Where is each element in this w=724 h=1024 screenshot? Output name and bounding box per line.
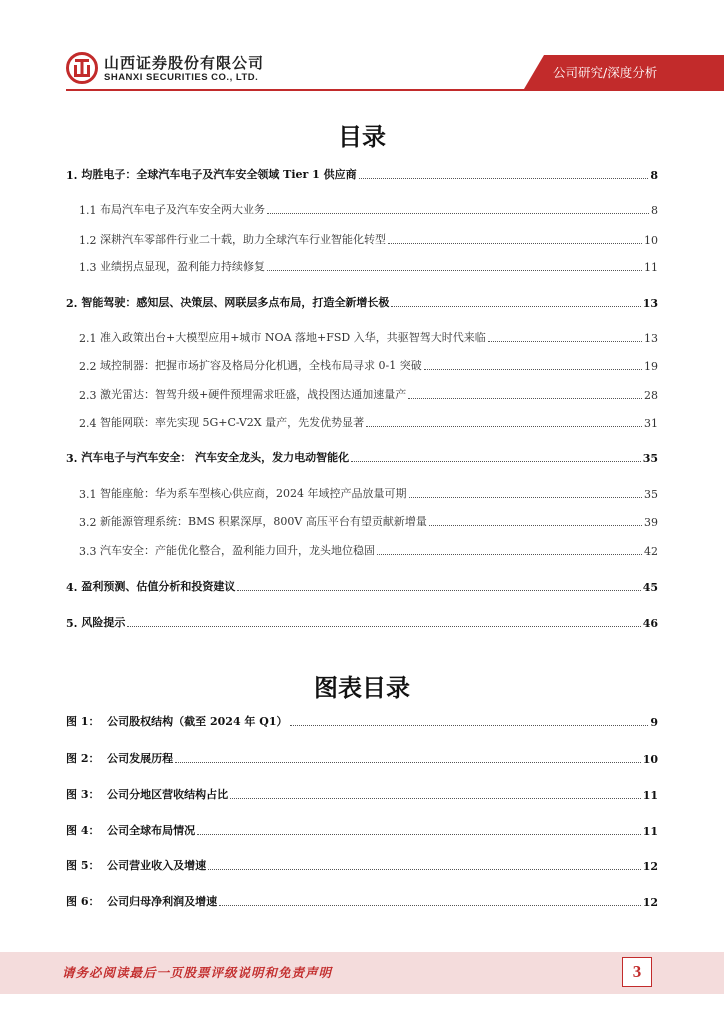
dot-leader [290, 725, 649, 726]
dot-leader [230, 798, 641, 799]
toc-entry-page: 10 [644, 234, 658, 247]
toc-entry-page: 11 [644, 261, 658, 274]
company-name-cn: 山西证券股份有限公司 [104, 54, 265, 72]
figure-entry[interactable] [66, 893, 658, 909]
toc-entry-page: 8 [650, 169, 658, 182]
toc-entry-number: 2.2 [79, 360, 97, 373]
toc-entry-number: 2. [66, 297, 78, 310]
toc-entry[interactable] [66, 542, 658, 558]
toc-entry-page: 46 [642, 617, 658, 630]
dot-leader [351, 461, 641, 462]
toc-entry-label: 智能座舱：华为系车型核心供应商，2024 年域控产品放量可期 [100, 487, 407, 500]
figure-entry-number: 图 6： [66, 895, 100, 908]
figure-entry-label: 公司归母净利润及增速 [107, 895, 218, 908]
toc-entry-number: 3.1 [79, 488, 97, 501]
figure-entry-page: 11 [642, 789, 658, 802]
toc-entry-page: 13 [642, 297, 658, 310]
figure-entry-page: 11 [642, 825, 658, 838]
toc-entry-number: 1.1 [79, 204, 97, 217]
toc-entry-page: 45 [642, 581, 658, 594]
dot-leader [359, 178, 649, 179]
figure-entry-label: 公司全球布局情况 [107, 824, 196, 837]
figure-entry-label: 公司分地区营收结构占比 [107, 788, 229, 801]
toc-entry-number: 1.3 [79, 261, 97, 274]
toc-entry[interactable] [66, 231, 658, 247]
company-name-en: SHANXI SECURITIES CO., LTD. [104, 72, 259, 83]
toc-entry[interactable] [66, 578, 658, 594]
toc-entry[interactable] [66, 386, 658, 402]
toc-entry-label: 域控制器：把握市场扩容及格局分化机遇，全栈布局寻求 0-1 突破 [100, 359, 422, 372]
toc-entry-number: 3.2 [79, 516, 97, 529]
figure-entry-number: 图 4： [66, 824, 100, 837]
toc-entry-label: 激光雷达：智驾升级+硬件预埋需求旺盛，战投图达通加速量产 [100, 388, 407, 401]
page-header [0, 0, 724, 100]
page-number: 3 [622, 957, 652, 987]
toc-entry-label: 深耕汽车零部件行业二十载，助力全球汽车行业智能化转型 [100, 233, 386, 246]
toc-entry-number: 1.2 [79, 234, 97, 247]
toc-entry-number: 2.1 [79, 332, 97, 345]
toc-entry-label: 布局汽车电子及汽车安全两大业务 [100, 203, 265, 216]
toc-entry-number: 2.4 [79, 417, 97, 430]
figure-entry[interactable] [66, 750, 658, 766]
toc-entry[interactable] [66, 258, 658, 274]
dot-leader [388, 243, 642, 244]
figure-entry[interactable] [66, 857, 658, 873]
toc-entry-label: 盈利预测、估值分析和投资建议 [81, 580, 236, 593]
figure-entry-label: 公司发展历程 [107, 752, 174, 765]
header-divider [66, 89, 724, 91]
figures-title: 图表目录 [314, 674, 410, 702]
toc-entry-page: 13 [644, 332, 658, 345]
toc-entry[interactable] [66, 329, 658, 345]
toc-entry-page: 8 [651, 204, 658, 217]
toc-entry-number: 4. [66, 581, 78, 594]
figure-entry-number: 图 5： [66, 859, 100, 872]
figure-entry-number: 图 3： [66, 788, 100, 801]
toc-entry-page: 35 [642, 452, 658, 465]
toc-entry-label: 新能源管理系统：BMS 积累深厚，800V 高压平台有望贡献新增量 [100, 515, 427, 528]
toc-entry-page: 35 [644, 488, 658, 501]
toc-entry-number: 2.3 [79, 389, 97, 402]
figure-entry[interactable] [66, 786, 658, 802]
toc-entry[interactable] [66, 166, 658, 182]
toc-entry[interactable] [66, 614, 658, 630]
dot-leader [267, 213, 649, 214]
toc-entry[interactable] [66, 449, 658, 465]
toc-entry-page: 39 [644, 516, 658, 529]
toc-entry-page: 31 [644, 417, 658, 430]
dot-leader [391, 306, 640, 307]
toc-entry[interactable] [66, 201, 658, 217]
dot-leader [175, 762, 641, 763]
report-type-label: 公司研究/深度分析 [553, 65, 658, 80]
figure-entry-label: 公司股权结构（截至 2024 年 Q1） [107, 715, 288, 728]
company-logo-icon [66, 52, 98, 84]
dot-leader [424, 369, 642, 370]
disclaimer-notice: 请务必阅读最后一页股票评级说明和免责声明 [62, 965, 333, 980]
figure-entry-number: 图 1： [66, 715, 100, 728]
figure-entry-page: 12 [642, 896, 658, 909]
toc-entry-label: 智能网联：率先实现 5G+C-V2X 量产，先发优势显著 [100, 416, 365, 429]
toc-entry[interactable] [66, 294, 658, 310]
toc-entry[interactable] [66, 414, 658, 430]
figure-entry-number: 图 2： [66, 752, 100, 765]
dot-leader [197, 834, 641, 835]
toc-entry-page: 42 [644, 545, 658, 558]
toc-entry[interactable] [66, 485, 658, 501]
figure-entry[interactable] [66, 713, 658, 729]
figure-entry-page: 12 [642, 860, 658, 873]
toc-entry-page: 19 [644, 360, 658, 373]
dot-leader [219, 905, 641, 906]
dot-leader [208, 869, 641, 870]
figure-entry[interactable] [66, 822, 658, 838]
figure-entry-label: 公司营业收入及增速 [107, 859, 207, 872]
toc-entry-label: 均胜电子：全球汽车电子及汽车安全领域 Tier 1 供应商 [81, 168, 357, 181]
toc-entry-number: 3.3 [79, 545, 97, 558]
dot-leader [488, 341, 642, 342]
toc-entry[interactable] [66, 513, 658, 529]
toc-entry-label: 汽车电子与汽车安全： 汽车安全龙头，发力电动智能化 [81, 451, 350, 464]
toc-entry-page: 28 [644, 389, 658, 402]
toc-entry-number: 1. [66, 169, 78, 182]
toc-entry-label: 业绩拐点显现，盈利能力持续修复 [100, 260, 265, 273]
toc-entry-label: 准入政策出台+大模型应用+城市 NOA 落地+FSD 入华，共驱智驾大时代来临 [100, 331, 486, 344]
dot-leader [127, 626, 640, 627]
dot-leader [237, 590, 640, 591]
dot-leader [429, 525, 642, 526]
dot-leader [409, 497, 643, 498]
toc-entry-label: 智能驾驶：感知层、决策层、网联层多点布局，打造全新增长极 [81, 296, 390, 309]
figure-entry-page: 9 [650, 716, 658, 729]
toc-entry-label: 风险提示 [81, 616, 126, 629]
toc-entry-number: 5. [66, 617, 78, 630]
dot-leader [408, 398, 642, 399]
toc-entry-number: 3. [66, 452, 78, 465]
toc-entry[interactable] [66, 357, 658, 373]
toc-entry-label: 汽车安全：产能优化整合，盈利能力回升，龙头地位稳固 [100, 544, 375, 557]
dot-leader [377, 554, 642, 555]
toc-title: 目录 [338, 123, 386, 151]
dot-leader [366, 426, 642, 427]
dot-leader [267, 270, 642, 271]
figure-entry-page: 10 [642, 753, 658, 766]
